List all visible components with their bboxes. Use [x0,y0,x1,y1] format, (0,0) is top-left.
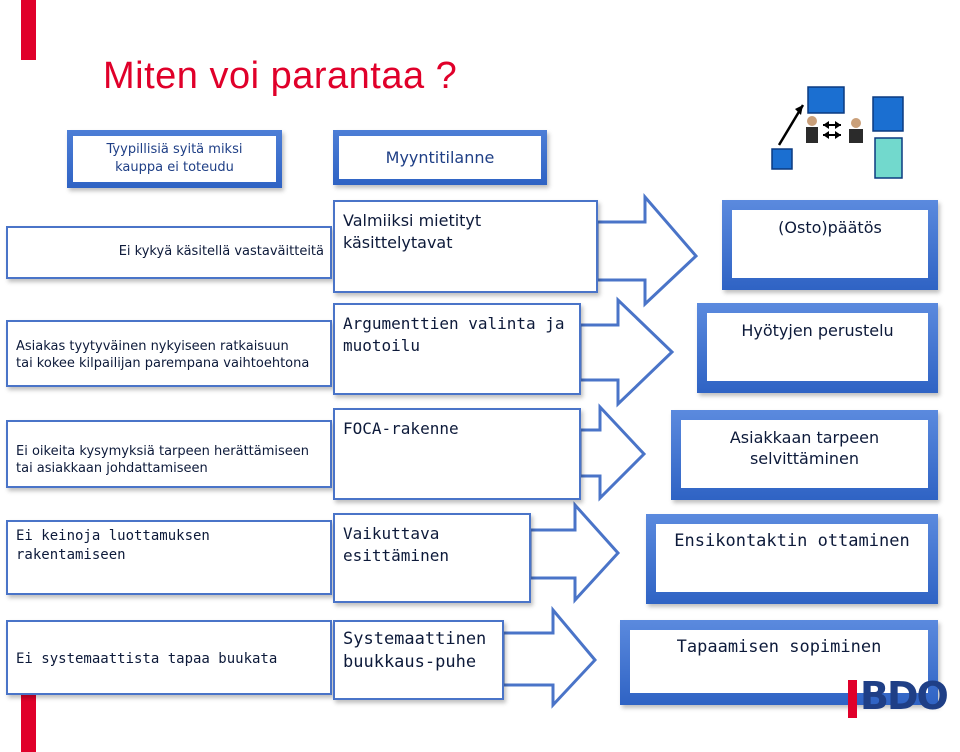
action-box-4 [333,513,531,603]
action-box-5 [333,620,504,700]
header-middle-label: Myyntitilanne [339,136,541,179]
bdo-logo-red-bar [848,680,857,718]
reason-box-4 [6,520,332,595]
reason-box-3 [6,420,332,488]
stage-box-3 [671,410,938,500]
reason-text-5: Ei systemaattista tapaa buukata [16,651,278,668]
reason-text-1: Ei kykyä käsitellä vastaväitteitä [118,244,324,260]
stage-text-3: Asiakkaan tarpeen selvittäminen [681,420,928,488]
stage-box-4 [646,514,938,604]
stage-text-4: Ensikontaktin ottaminen [656,524,928,592]
bdo-logo-text: BDO [860,674,947,718]
reason-box-2 [6,320,332,387]
reason-text-2: Asiakas tyytyväinen nykyiseen ratkaisuun tai kokee kilpailijan parempana vaihtoehtona [16,338,310,372]
page-title: Miten voi parantaa ? [103,55,458,97]
action-text-3: FOCA-rakenne [343,419,459,438]
action-box-3 [333,408,581,500]
action-box-2 [333,303,581,395]
stage-text-1: (Osto)päätös [732,210,928,278]
stage-text-2: Hyötyjen perustelu [707,313,928,381]
action-box-1 [333,200,598,293]
reason-box-1 [6,226,332,279]
reason-box-5 [6,620,332,695]
action-text-5: Systemaattinen buukkaus-puhe [343,629,487,672]
stage-box-2 [697,303,938,393]
action-text-4: Vaikuttava esittäminen [343,524,449,565]
stage-text-5: Tapaamisen sopiminen [630,630,928,693]
action-text-2: Argumenttien valinta ja muotoilu [343,314,565,355]
header-left-label: Tyypillisiä syitä miksi kauppa ei toteudu [73,136,276,182]
bdo-logo [848,674,954,728]
reason-text-4: Ei keinoja luottamuksen rakentamiseen [16,528,210,564]
stage-box-1 [722,200,938,290]
action-text-1: Valmiiksi mietityt käsittelytavat [343,211,482,252]
reason-text-3: Ei oikeita kysymyksiä tarpeen herättämiseen tai asiakkaan johdattamiseen [16,443,310,477]
